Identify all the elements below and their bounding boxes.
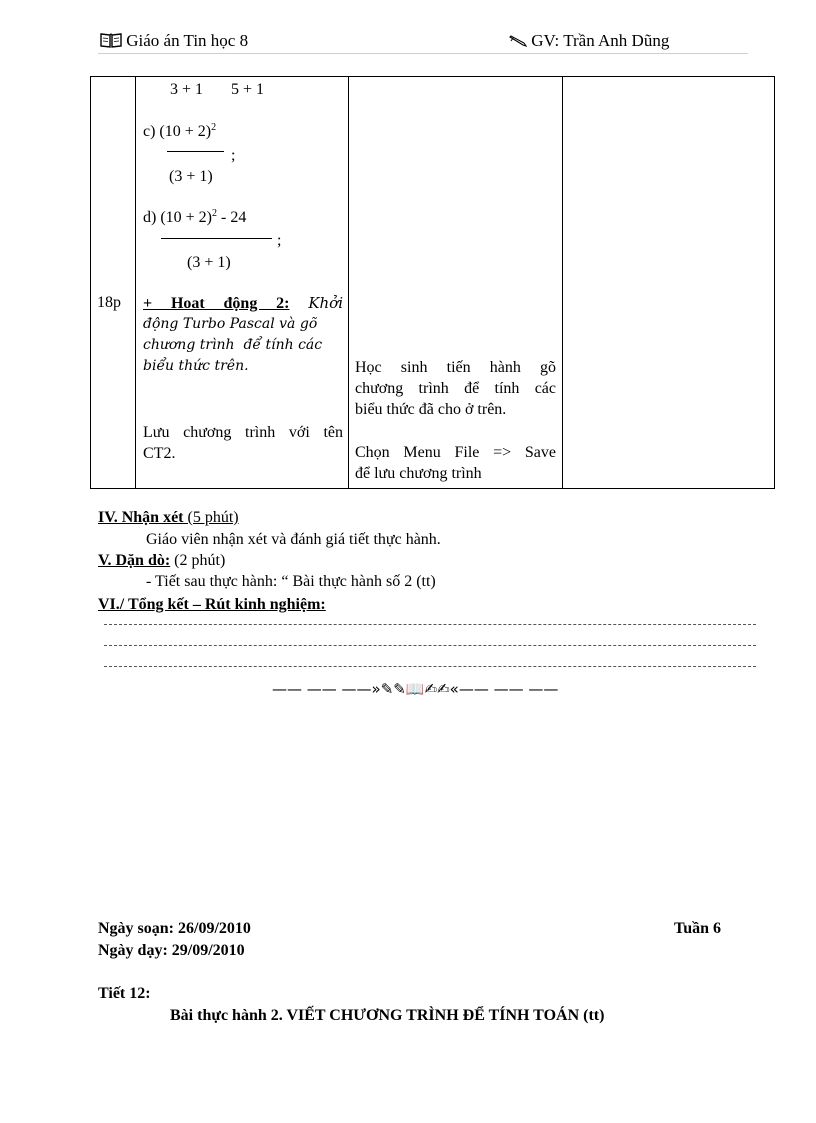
activity-desc-1: Khởi [308,294,344,312]
section-v-title: V. Dặn dò: [98,552,171,569]
page-header-left [100,31,248,53]
time-cell [91,77,136,489]
section-v-heading [98,552,225,570]
denominator-d: (3 + 1) [187,254,231,271]
activity-2 [143,294,343,379]
student-activity-text [355,359,556,422]
student-line-4: Chọn Menu File => Save [355,444,556,461]
student-line-2: chương trình để tính các [355,380,556,397]
save-instruction [143,424,343,463]
expression-c: c) $(10 + 2)^2$ [143,122,217,140]
section-v-body: - Tiết sau thực hành: “ Bài thực hành số 2 (tt) [146,573,436,590]
fraction-line-d [161,238,272,239]
section-iv-body: Giáo viên nhận xét và đánh giá tiết thực hành. [146,531,441,548]
dashed-line-3 [104,666,756,667]
section-iv-title: IV. Nhận xét [98,509,188,526]
tiet-label: Tiết 12: [98,985,151,1002]
section-vi-title: VI./ Tổng kết – Rút kinh nghiệm: [98,596,326,613]
denominator-c: (3 + 1) [169,168,213,185]
student-save-text [355,444,556,483]
expression-d: d) $(10 + 2)^2 - 24$ [143,208,247,226]
student-line-5: để lưu chương trình [355,465,482,482]
save-line-1: Lưu chương trình với tên [143,424,343,441]
lesson-table [90,76,775,489]
content-cell [136,77,349,489]
section-v-time: (2 phút) [170,552,226,569]
student-line-1: Học sinh tiến hành gõ [355,359,556,376]
ngay-soan: Ngày soạn: 26/09/2010 [98,920,251,937]
pen-icon [509,32,527,52]
fraction-line-c [167,151,224,152]
header-title: Giáo án Tin học 8 [126,31,249,50]
table-row [91,77,775,489]
ngay-day: Ngày dạy: 29/09/2010 [98,942,245,959]
semicolon-d: ; [277,232,282,249]
dashed-line-1 [104,624,756,625]
expression-denominators: 3 + 1 5 + 1 [170,81,265,98]
student-line-3: biểu thức đã cho ở trên. [355,401,507,418]
tuan-label: Tuần 6 [674,920,721,937]
time-value: 18p [97,294,121,311]
activity-desc-3: chương trình để tính các [143,337,323,353]
lesson-title: Bài thực hành 2. VIẾT CHƯƠNG TRÌNH ĐỂ TÍNH TOÁN (tt) [170,1007,605,1024]
save-line-2: CT2. [143,445,176,462]
dashed-line-2 [104,645,756,646]
teacher-name: GV: Trần Anh Dũng [531,31,670,50]
student-activity-cell [349,77,563,489]
book-icon [100,32,122,53]
activity-desc-4: biểu thức trên. [143,358,249,374]
header-rule [98,53,748,54]
ornament-divider: —— —— ——»✎✎📖✍✍«—— —— —— [272,680,559,698]
activity-desc-2: động Turbo Pascal và gõ [143,316,318,332]
section-iv-time: (5 phút) [187,509,239,526]
section-iv-heading [98,509,239,527]
activity-title: + Hoat động 2: [143,295,290,312]
page-header-right [509,31,669,52]
semicolon-c: ; [231,147,236,164]
notes-cell [563,77,775,489]
